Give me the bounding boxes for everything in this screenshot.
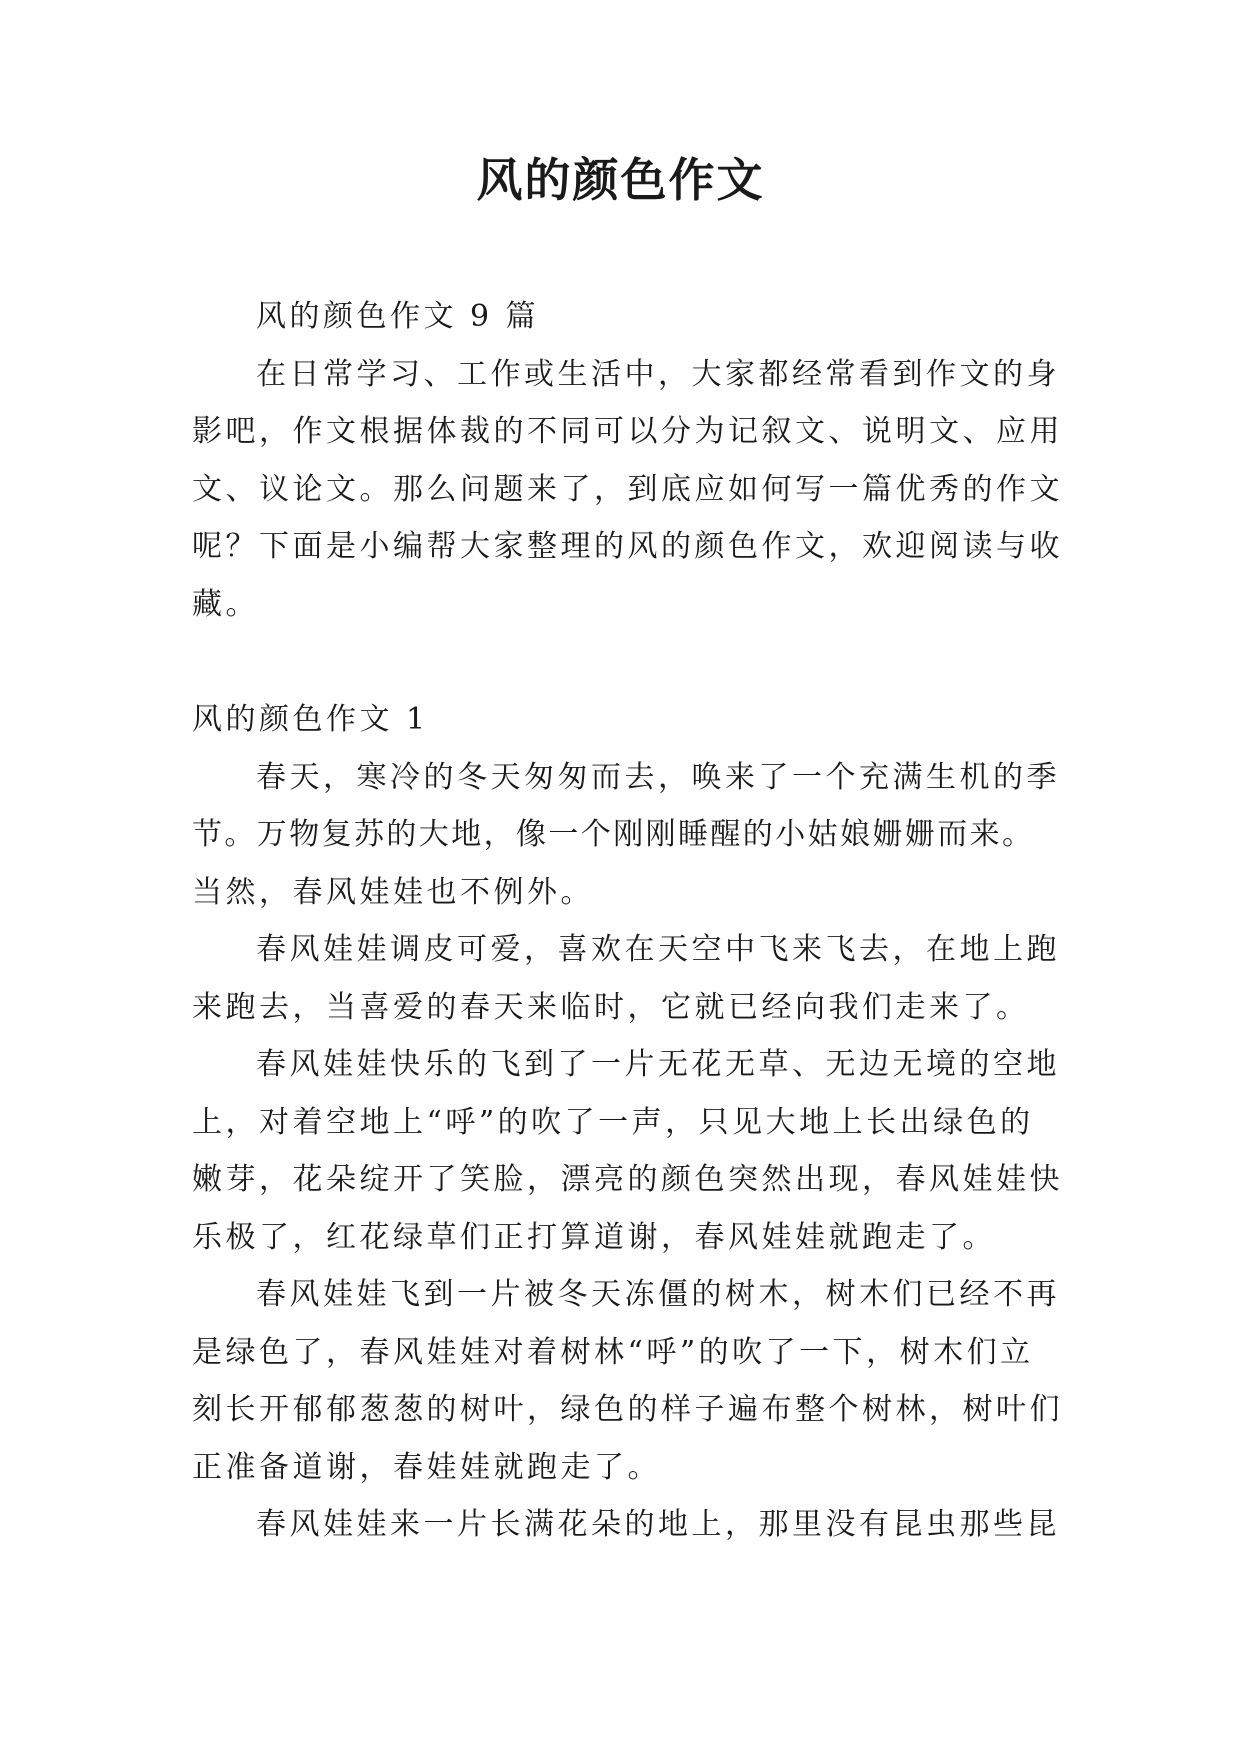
intro-paragraph: [192, 346, 1063, 634]
text-line: 春风娃娃飞到一片被冬天冻僵的树木，树木们已经不再: [256, 1277, 1060, 1312]
body-paragraph: [192, 749, 1060, 922]
text-line: 刻长开郁郁葱葱的树叶，绿色的样子遍布整个树林，树叶们: [192, 1392, 1063, 1427]
text-line: 在日常学习、工作或生活中，大家都经常看到作文的身: [256, 356, 1060, 392]
text-line: 节。万物复苏的大地，像一个刚刚睡醒的小姑娘姗姗而来。: [192, 817, 1035, 852]
text-line: 春风娃娃快乐的飞到了一片无花无草、无边无境的空地: [256, 1047, 1060, 1082]
text-line: 春风娃娃调皮可爱，喜欢在天空中飞来飞去，在地上跑: [256, 932, 1060, 967]
text-line: 嫩芽，花朵绽开了笑脸，漂亮的颜色突然出现，春风娃娃快: [192, 1162, 1063, 1197]
text-line: 影吧，作文根据体裁的不同可以分为记叙文、说明文、应用: [192, 414, 1063, 449]
text-line: 正准备道谢，春娃娃就跑走了。: [192, 1449, 661, 1485]
text-line: 呢？下面是小编帮大家整理的风的颜色作文，欢迎阅读与收: [192, 529, 1063, 564]
document-body: [192, 288, 1063, 1554]
text-line: 当然，春风娃娃也不例外。: [192, 874, 594, 910]
text-line: 藏。: [192, 586, 259, 622]
text-line: 春风娃娃来一片长满花朵的地上，那里没有昆虫那些昆: [256, 1507, 1060, 1542]
spacer: [192, 633, 1052, 691]
body-paragraph: [192, 1496, 1060, 1554]
text-line: 是绿色了，春风娃娃对着树林“呼”的吹了一下，树木们立: [192, 1334, 1034, 1370]
text-line: 乐极了，红花绿草们正打算道谢，春风娃娃就跑走了。: [192, 1219, 996, 1255]
body-paragraph: [192, 921, 1060, 1036]
text-line: 文、议论文。那么问题来了，到底应如何写一篇优秀的作文: [192, 471, 1063, 507]
document-title: 风的颜色作文: [476, 153, 765, 207]
section-heading: 风的颜色作文 1: [192, 702, 429, 737]
subtitle: 风的颜色作文 9 篇: [256, 299, 540, 334]
body-paragraph: [192, 1036, 1063, 1266]
body-paragraph: [192, 1266, 1063, 1496]
text-line: 上，对着空地上“呼”的吹了一声，只见大地上长出绿色的: [192, 1104, 1034, 1140]
text-line: 春天，寒冷的冬天匆匆而去，唤来了一个充满生机的季: [256, 759, 1060, 795]
text-line: 来跑去，当喜爱的春天来临时，它就已经向我们走来了。: [192, 989, 1030, 1025]
